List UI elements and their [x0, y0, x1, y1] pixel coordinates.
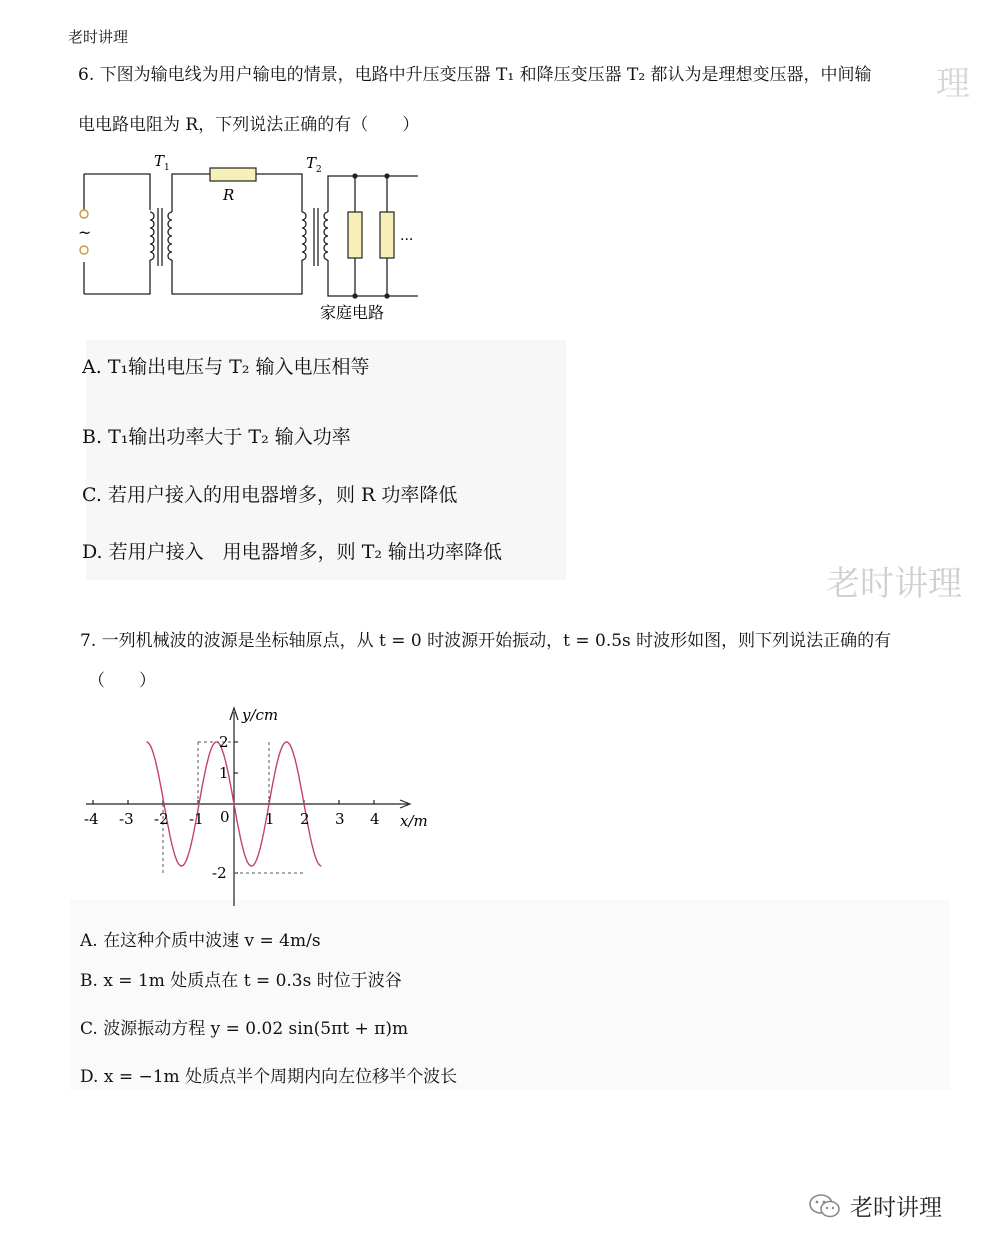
watermark-side: 理: [936, 64, 970, 104]
footer-brand: [808, 1189, 942, 1222]
load-2: [380, 212, 394, 258]
q7-option-b: [80, 966, 402, 991]
q6-option-d-letter: D.: [82, 541, 103, 563]
q6-option-d-text: 若用户接入 用电器增多，则 T₂ 输出功率降低: [108, 541, 503, 563]
q7-option-b-text: x = 1m 处质点在 t = 0.3s 时位于波谷: [103, 971, 402, 991]
t2-sub: 2: [316, 165, 322, 175]
q6-line1: 6. 下图为输电线为用户输电的情景，电路中升压变压器 T₁ 和降压变压器 T₂ 都认为是理想变压器，中间输: [78, 65, 872, 85]
q7-option-d-letter: D.: [80, 1067, 99, 1087]
q7-option-d: [80, 1062, 457, 1087]
origin-label: 0: [220, 808, 230, 826]
watermark-middle: 老时讲理: [826, 564, 962, 604]
ac-symbol: ~: [78, 223, 92, 242]
x-tick-neg2: -2: [154, 810, 169, 828]
x-axis-label: x/m: [400, 812, 428, 830]
q7-line1: 7. 一列机械波的波源是坐标轴原点，从 t = 0 时波源开始振动，t = 0.5s 时波形如图，则下列说法正确的有: [80, 631, 892, 651]
load-dots: ...: [400, 228, 414, 244]
q7-option-d-text: x = −1m 处质点半个周期内向左位移半个波长: [103, 1067, 458, 1087]
q7-option-a-text: 在这种介质中波速 v = 4m/s: [103, 931, 321, 951]
q6-option-c: [82, 480, 457, 507]
footer-brand-text: 老时讲理: [850, 1195, 942, 1221]
y-tick-1: 1: [219, 764, 229, 782]
circuit-diagram: [74, 150, 434, 330]
q7-option-c-text: 波源振动方程 y = 0.02 sin(5πt + π)m: [103, 1019, 409, 1039]
y-tick-neg2: -2: [212, 864, 227, 882]
resistor-r: [210, 168, 256, 181]
q6-line2: 电电路电阻为 R，下列说法正确的有（ ）: [78, 115, 420, 135]
y-tick-2: 2: [219, 733, 229, 751]
household-caption: 家庭电路: [320, 303, 385, 322]
q6-option-c-letter: C.: [82, 484, 102, 506]
header-title: 老时讲理: [68, 28, 129, 46]
x-tick-neg3: -3: [119, 810, 134, 828]
q7-line2: （ ）: [88, 671, 156, 691]
q6-option-d: [82, 537, 502, 564]
wechat-icon: [808, 1192, 842, 1220]
q6-option-a-text: T₁输出电压与 T₂ 输入电压相等: [107, 356, 370, 378]
q6-option-a-letter: A.: [82, 356, 102, 378]
q7-option-a: [80, 926, 321, 951]
x-tick-3: 3: [335, 810, 345, 828]
q7-option-c-letter: C.: [80, 1019, 98, 1039]
q6-option-c-text: 若用户接入的用电器增多，则 R 功率降低: [107, 484, 458, 506]
q6-option-b: [82, 422, 351, 449]
y-axis-label: y/cm: [242, 706, 279, 724]
q6-option-a: [82, 352, 369, 379]
q6-option-b-letter: B.: [82, 426, 103, 448]
t2-label: T: [306, 154, 317, 172]
x-tick-neg1: -1: [189, 810, 204, 828]
load-1: [348, 212, 362, 258]
x-tick-2: 2: [300, 810, 310, 828]
t1-label: T: [154, 152, 165, 170]
x-tick-neg4: -4: [84, 810, 99, 828]
r-label: R: [223, 186, 235, 204]
q7-option-c: [80, 1014, 408, 1039]
q7-option-a-letter: A.: [80, 931, 98, 951]
q6-option-b-text: T₁输出功率大于 T₂ 输入功率: [108, 426, 351, 448]
q7-option-b-letter: B.: [80, 971, 98, 991]
wave-graph: [78, 700, 448, 910]
x-tick-1: 1: [265, 810, 275, 828]
x-tick-4: 4: [370, 810, 380, 828]
t1-sub: 1: [164, 163, 170, 173]
